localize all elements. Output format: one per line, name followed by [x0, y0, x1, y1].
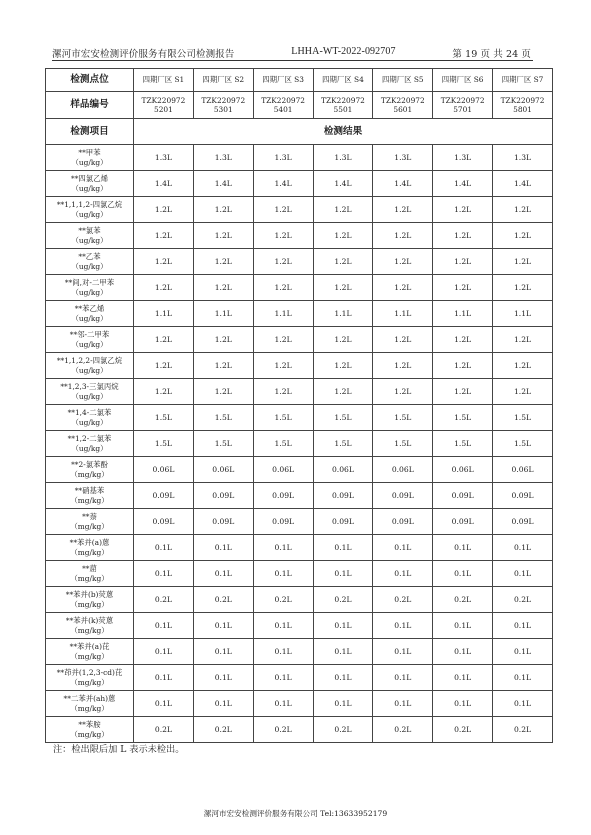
item-unit: （mg/kg）	[70, 599, 109, 609]
item-unit: （mg/kg）	[70, 547, 109, 557]
value-cell: 1.2L	[193, 223, 253, 249]
item-unit: （ug/kg）	[71, 391, 108, 401]
value-cell: 0.1L	[134, 665, 194, 691]
value-cell: 1.4L	[134, 171, 194, 197]
value-cell: 1.2L	[373, 197, 433, 223]
item-cell	[46, 249, 134, 275]
item-cell	[46, 301, 134, 327]
value-cell: 0.2L	[493, 717, 553, 743]
point-cell: 四期厂区 S7	[493, 69, 553, 92]
sample-code-part1: TZK220972	[201, 95, 246, 105]
value-cell: 1.2L	[313, 379, 373, 405]
table-row	[46, 249, 553, 275]
sample-code-part1: TZK220972	[321, 95, 365, 105]
value-cell: 1.1L	[433, 301, 493, 327]
table-row	[46, 171, 553, 197]
value-cell: 0.1L	[253, 639, 313, 665]
item-unit: （ug/kg）	[71, 157, 108, 167]
item-name: **苯乙烯	[74, 304, 105, 313]
value-cell: 1.2L	[433, 275, 493, 301]
table-row	[46, 561, 553, 587]
item-unit: （mg/kg）	[70, 703, 109, 713]
table-row	[46, 223, 553, 249]
item-cell	[46, 223, 134, 249]
value-cell: 0.1L	[253, 561, 313, 587]
value-cell: 1.2L	[134, 197, 194, 223]
value-cell: 0.1L	[193, 561, 253, 587]
value-cell: 1.5L	[493, 431, 553, 457]
page-footer: 漯河市宏安检测评价服务有限公司 Tel:13633952179	[203, 809, 388, 818]
table-row	[46, 275, 553, 301]
value-cell: 1.2L	[313, 353, 373, 379]
sample-cell	[313, 92, 373, 119]
item-unit: （ug/kg）	[71, 339, 108, 349]
value-cell: 1.2L	[134, 275, 194, 301]
sample-cell	[373, 92, 433, 119]
point-cell: 四期厂区 S2	[193, 69, 253, 92]
value-cell: 0.09L	[134, 483, 194, 509]
sample-cell	[134, 92, 194, 119]
value-cell: 0.2L	[193, 587, 253, 613]
item-name: **1,1,1,2-四氯乙烷	[56, 200, 123, 209]
table-row	[46, 457, 553, 483]
item-unit: （mg/kg）	[70, 677, 109, 687]
value-cell: 1.4L	[193, 171, 253, 197]
item-unit: （ug/kg）	[71, 417, 108, 427]
value-cell: 0.1L	[313, 535, 373, 561]
item-name: **苯并(b)荧蒽	[65, 590, 114, 599]
table-row	[46, 379, 553, 405]
value-cell: 0.1L	[313, 561, 373, 587]
value-cell: 0.1L	[193, 691, 253, 717]
header-divider	[52, 60, 533, 61]
value-cell: 0.09L	[373, 509, 433, 535]
item-cell	[46, 379, 134, 405]
item-unit: （mg/kg）	[70, 625, 109, 635]
value-cell: 1.2L	[253, 197, 313, 223]
value-cell: 0.2L	[373, 717, 433, 743]
value-cell: 0.1L	[433, 613, 493, 639]
item-name: **间,对-二甲苯	[64, 278, 115, 287]
value-cell: 1.5L	[313, 431, 373, 457]
value-cell: 0.2L	[433, 587, 493, 613]
value-cell: 1.5L	[193, 405, 253, 431]
value-cell: 0.1L	[134, 613, 194, 639]
value-cell: 0.2L	[493, 587, 553, 613]
value-cell: 0.09L	[253, 509, 313, 535]
value-cell: 0.09L	[433, 509, 493, 535]
sample-code-part1: TZK220972	[500, 95, 545, 105]
item-cell	[46, 561, 134, 587]
item-name: **甲苯	[78, 148, 101, 157]
value-cell: 1.2L	[134, 353, 194, 379]
sample-cell	[193, 92, 253, 119]
value-cell: 1.4L	[313, 171, 373, 197]
value-cell: 1.2L	[193, 249, 253, 275]
value-cell: 0.1L	[493, 665, 553, 691]
value-cell: 0.09L	[193, 509, 253, 535]
item-cell	[46, 613, 134, 639]
value-cell: 1.5L	[373, 431, 433, 457]
value-cell: 0.2L	[134, 717, 194, 743]
value-cell: 1.5L	[433, 405, 493, 431]
sample-cell	[493, 92, 553, 119]
value-cell: 0.1L	[193, 613, 253, 639]
value-cell: 0.2L	[313, 587, 373, 613]
value-cell: 1.2L	[193, 275, 253, 301]
value-cell: 0.09L	[134, 509, 194, 535]
value-cell: 0.1L	[373, 691, 433, 717]
value-cell: 1.3L	[493, 145, 553, 171]
value-cell: 0.1L	[253, 613, 313, 639]
table-row	[46, 145, 553, 171]
item-cell	[46, 145, 134, 171]
value-cell: 1.2L	[134, 223, 194, 249]
value-cell: 1.3L	[433, 145, 493, 171]
item-unit: （mg/kg）	[70, 651, 109, 661]
value-cell: 0.1L	[493, 561, 553, 587]
value-cell: 0.09L	[373, 483, 433, 509]
item-name: **2-氯苯酚	[71, 460, 108, 469]
value-cell: 1.2L	[373, 249, 433, 275]
value-cell: 1.2L	[253, 249, 313, 275]
item-cell	[46, 171, 134, 197]
value-cell: 0.09L	[193, 483, 253, 509]
value-cell: 1.2L	[373, 275, 433, 301]
value-cell: 0.1L	[313, 639, 373, 665]
value-cell: 0.1L	[193, 665, 253, 691]
sample-code-part2: 5501	[333, 105, 353, 114]
value-cell: 0.2L	[253, 717, 313, 743]
value-cell: 1.5L	[493, 405, 553, 431]
item-name: **二苯并(ah)蒽	[63, 694, 116, 703]
value-cell: 0.1L	[134, 561, 194, 587]
sample-code-part2: 5201	[154, 105, 173, 114]
value-cell: 0.1L	[193, 639, 253, 665]
report-code: LHHA-WT-2022-092707	[291, 46, 396, 57]
results-table-body	[46, 69, 553, 743]
label-point: 检测点位	[46, 69, 134, 92]
samples-row	[46, 92, 553, 119]
table-row	[46, 587, 553, 613]
value-cell: 1.2L	[134, 327, 194, 353]
value-cell: 0.06L	[134, 457, 194, 483]
org-title: 漯河市宏安检测评价服务有限公司检测报告	[52, 49, 235, 60]
point-cell: 四期厂区 S1	[134, 69, 194, 92]
item-cell	[46, 639, 134, 665]
footnote: 注：检出限后加 L 表示未检出。	[53, 744, 185, 755]
result-header-row	[46, 119, 553, 145]
value-cell: 0.1L	[253, 691, 313, 717]
value-cell: 1.4L	[493, 171, 553, 197]
value-cell: 0.06L	[493, 457, 553, 483]
value-cell: 0.2L	[134, 587, 194, 613]
item-cell	[46, 665, 134, 691]
item-name: **邻-二甲苯	[69, 330, 110, 339]
item-name: **1,1,2,2-四氯乙烷	[56, 356, 123, 365]
value-cell: 0.1L	[373, 639, 433, 665]
value-cell: 1.2L	[433, 327, 493, 353]
value-cell: 1.5L	[253, 405, 313, 431]
value-cell: 1.3L	[134, 145, 194, 171]
item-unit: （ug/kg）	[71, 209, 108, 219]
value-cell: 1.5L	[253, 431, 313, 457]
value-cell: 1.2L	[493, 223, 553, 249]
point-cell: 四期厂区 S4	[313, 69, 373, 92]
table-row	[46, 405, 553, 431]
value-cell: 1.3L	[253, 145, 313, 171]
table-row	[46, 665, 553, 691]
sample-code-part1: TZK220972	[380, 95, 425, 105]
value-cell: 1.3L	[373, 145, 433, 171]
item-name: **四氯乙烯	[71, 174, 108, 183]
table-row	[46, 353, 553, 379]
value-cell: 1.5L	[433, 431, 493, 457]
table-row	[46, 535, 553, 561]
item-cell	[46, 405, 134, 431]
value-cell: 1.2L	[433, 249, 493, 275]
item-unit: （ug/kg）	[71, 183, 108, 193]
item-unit: （ug/kg）	[71, 261, 108, 271]
page-number: 第 19 页 共 24 页	[452, 49, 531, 60]
table-row	[46, 691, 553, 717]
item-cell	[46, 483, 134, 509]
value-cell: 1.2L	[493, 327, 553, 353]
value-cell: 0.06L	[253, 457, 313, 483]
item-cell	[46, 275, 134, 301]
value-cell: 0.2L	[313, 717, 373, 743]
table-row	[46, 301, 553, 327]
value-cell: 1.2L	[253, 223, 313, 249]
value-cell: 0.06L	[373, 457, 433, 483]
value-cell: 1.2L	[253, 327, 313, 353]
sample-code-part1: TZK220972	[141, 95, 186, 105]
value-cell: 0.1L	[373, 535, 433, 561]
item-unit: （ug/kg）	[71, 365, 108, 375]
table-row	[46, 639, 553, 665]
value-cell: 1.2L	[493, 249, 553, 275]
value-cell: 0.1L	[253, 665, 313, 691]
sample-code-part2: 5701	[453, 105, 473, 114]
value-cell: 1.2L	[313, 275, 373, 301]
value-cell: 0.1L	[433, 561, 493, 587]
value-cell: 1.2L	[493, 379, 553, 405]
value-cell: 0.1L	[373, 665, 433, 691]
table-row	[46, 197, 553, 223]
value-cell: 1.1L	[493, 301, 553, 327]
value-cell: 1.5L	[134, 405, 194, 431]
value-cell: 0.1L	[433, 691, 493, 717]
table-row	[46, 327, 553, 353]
item-name: **乙苯	[78, 252, 101, 261]
value-cell: 0.2L	[373, 587, 433, 613]
value-cell: 0.1L	[433, 535, 493, 561]
item-name: **苯并(k)荧蒽	[65, 616, 114, 625]
value-cell: 1.2L	[373, 327, 433, 353]
item-name: **䓛	[82, 564, 97, 573]
value-cell: 0.09L	[493, 483, 553, 509]
value-cell: 0.1L	[134, 639, 194, 665]
value-cell: 1.2L	[253, 379, 313, 405]
item-name: **苯并(a)芘	[69, 642, 110, 651]
item-name: **苯并(a)蒽	[69, 538, 110, 547]
value-cell: 1.2L	[433, 353, 493, 379]
value-cell: 0.1L	[193, 535, 253, 561]
item-cell	[46, 457, 134, 483]
value-cell: 1.3L	[193, 145, 253, 171]
value-cell: 0.1L	[373, 613, 433, 639]
value-cell: 1.2L	[253, 275, 313, 301]
value-cell: 1.2L	[373, 223, 433, 249]
value-cell: 0.06L	[313, 457, 373, 483]
value-cell: 1.4L	[253, 171, 313, 197]
item-cell	[46, 353, 134, 379]
item-unit: （ug/kg）	[71, 443, 108, 453]
value-cell: 1.1L	[373, 301, 433, 327]
value-cell: 0.1L	[313, 613, 373, 639]
value-cell: 1.2L	[313, 249, 373, 275]
value-cell: 1.2L	[193, 353, 253, 379]
value-cell: 1.2L	[134, 379, 194, 405]
value-cell: 1.2L	[493, 353, 553, 379]
value-cell: 0.1L	[433, 665, 493, 691]
table-row	[46, 509, 553, 535]
value-cell: 1.2L	[433, 379, 493, 405]
item-unit: （ug/kg）	[71, 287, 108, 297]
value-cell: 1.5L	[193, 431, 253, 457]
value-cell: 1.2L	[193, 379, 253, 405]
value-cell: 1.2L	[433, 223, 493, 249]
table-row	[46, 717, 553, 743]
value-cell: 0.1L	[433, 639, 493, 665]
item-cell	[46, 691, 134, 717]
value-cell: 0.2L	[253, 587, 313, 613]
point-cell: 四期厂区 S6	[433, 69, 493, 92]
value-cell: 1.5L	[313, 405, 373, 431]
value-cell: 0.06L	[433, 457, 493, 483]
table-row	[46, 613, 553, 639]
value-cell: 0.09L	[313, 509, 373, 535]
item-name: **茚并(1,2,3-cd)芘	[56, 668, 123, 677]
value-cell: 0.1L	[493, 639, 553, 665]
item-cell	[46, 535, 134, 561]
item-unit: （mg/kg）	[70, 495, 109, 505]
value-cell: 1.3L	[313, 145, 373, 171]
value-cell: 1.4L	[433, 171, 493, 197]
value-cell: 1.2L	[313, 327, 373, 353]
value-cell: 0.09L	[433, 483, 493, 509]
sample-code-part2: 5301	[213, 105, 233, 114]
value-cell: 1.2L	[253, 353, 313, 379]
sample-code-part2: 5801	[513, 105, 532, 114]
sample-code-part2: 5401	[273, 105, 293, 114]
value-cell: 1.1L	[193, 301, 253, 327]
value-cell: 0.09L	[253, 483, 313, 509]
table-row	[46, 483, 553, 509]
item-unit: （mg/kg）	[70, 521, 109, 531]
table-row	[46, 431, 553, 457]
sample-code-part2: 5601	[393, 105, 413, 114]
item-name: **苯胺	[78, 720, 101, 729]
label-sample: 样品编号	[46, 92, 134, 119]
value-cell: 1.2L	[433, 197, 493, 223]
value-cell: 1.1L	[134, 301, 194, 327]
item-cell	[46, 431, 134, 457]
value-cell: 1.2L	[493, 275, 553, 301]
item-name: **1,4-二氯苯	[67, 408, 112, 417]
value-cell: 0.06L	[193, 457, 253, 483]
item-cell	[46, 327, 134, 353]
item-name: **硝基苯	[74, 486, 105, 495]
value-cell: 0.1L	[134, 691, 194, 717]
sample-cell	[433, 92, 493, 119]
value-cell: 0.2L	[193, 717, 253, 743]
sample-code-part1: TZK220972	[261, 95, 306, 105]
sample-cell	[253, 92, 313, 119]
item-unit: （mg/kg）	[70, 573, 109, 583]
item-name: **1,2,3-三氯丙烷	[60, 382, 119, 391]
item-cell	[46, 197, 134, 223]
points-row	[46, 69, 553, 92]
page-header	[52, 46, 531, 60]
value-cell: 0.2L	[433, 717, 493, 743]
item-unit: （mg/kg）	[70, 469, 109, 479]
value-cell: 1.2L	[193, 197, 253, 223]
item-cell	[46, 509, 134, 535]
label-result: 检测结果	[134, 119, 553, 145]
value-cell: 1.5L	[134, 431, 194, 457]
value-cell: 1.4L	[373, 171, 433, 197]
item-name: **萘	[82, 512, 97, 521]
value-cell: 1.2L	[373, 353, 433, 379]
value-cell: 1.2L	[373, 379, 433, 405]
value-cell: 0.09L	[493, 509, 553, 535]
item-unit: （mg/kg）	[70, 729, 109, 739]
value-cell: 1.2L	[313, 197, 373, 223]
label-item: 检测项目	[46, 119, 134, 145]
value-cell: 1.1L	[253, 301, 313, 327]
results-table	[45, 68, 553, 743]
value-cell: 1.5L	[373, 405, 433, 431]
point-cell: 四期厂区 S5	[373, 69, 433, 92]
value-cell: 0.1L	[493, 613, 553, 639]
value-cell: 1.1L	[313, 301, 373, 327]
value-cell: 0.1L	[373, 561, 433, 587]
value-cell: 0.1L	[493, 691, 553, 717]
value-cell: 0.1L	[313, 691, 373, 717]
value-cell: 0.09L	[313, 483, 373, 509]
item-cell	[46, 717, 134, 743]
point-cell: 四期厂区 S3	[253, 69, 313, 92]
item-unit: （ug/kg）	[71, 235, 108, 245]
value-cell: 1.2L	[493, 197, 553, 223]
value-cell: 0.1L	[253, 535, 313, 561]
value-cell: 1.2L	[134, 249, 194, 275]
item-name: **1,2-二氯苯	[67, 434, 112, 443]
item-cell	[46, 587, 134, 613]
sample-code-part1: TZK220972	[440, 95, 485, 105]
item-unit: （ug/kg）	[71, 313, 108, 323]
value-cell: 0.1L	[134, 535, 194, 561]
value-cell: 1.2L	[313, 223, 373, 249]
value-cell: 0.1L	[493, 535, 553, 561]
value-cell: 1.2L	[193, 327, 253, 353]
item-name: **氯苯	[78, 226, 101, 235]
value-cell: 0.1L	[313, 665, 373, 691]
